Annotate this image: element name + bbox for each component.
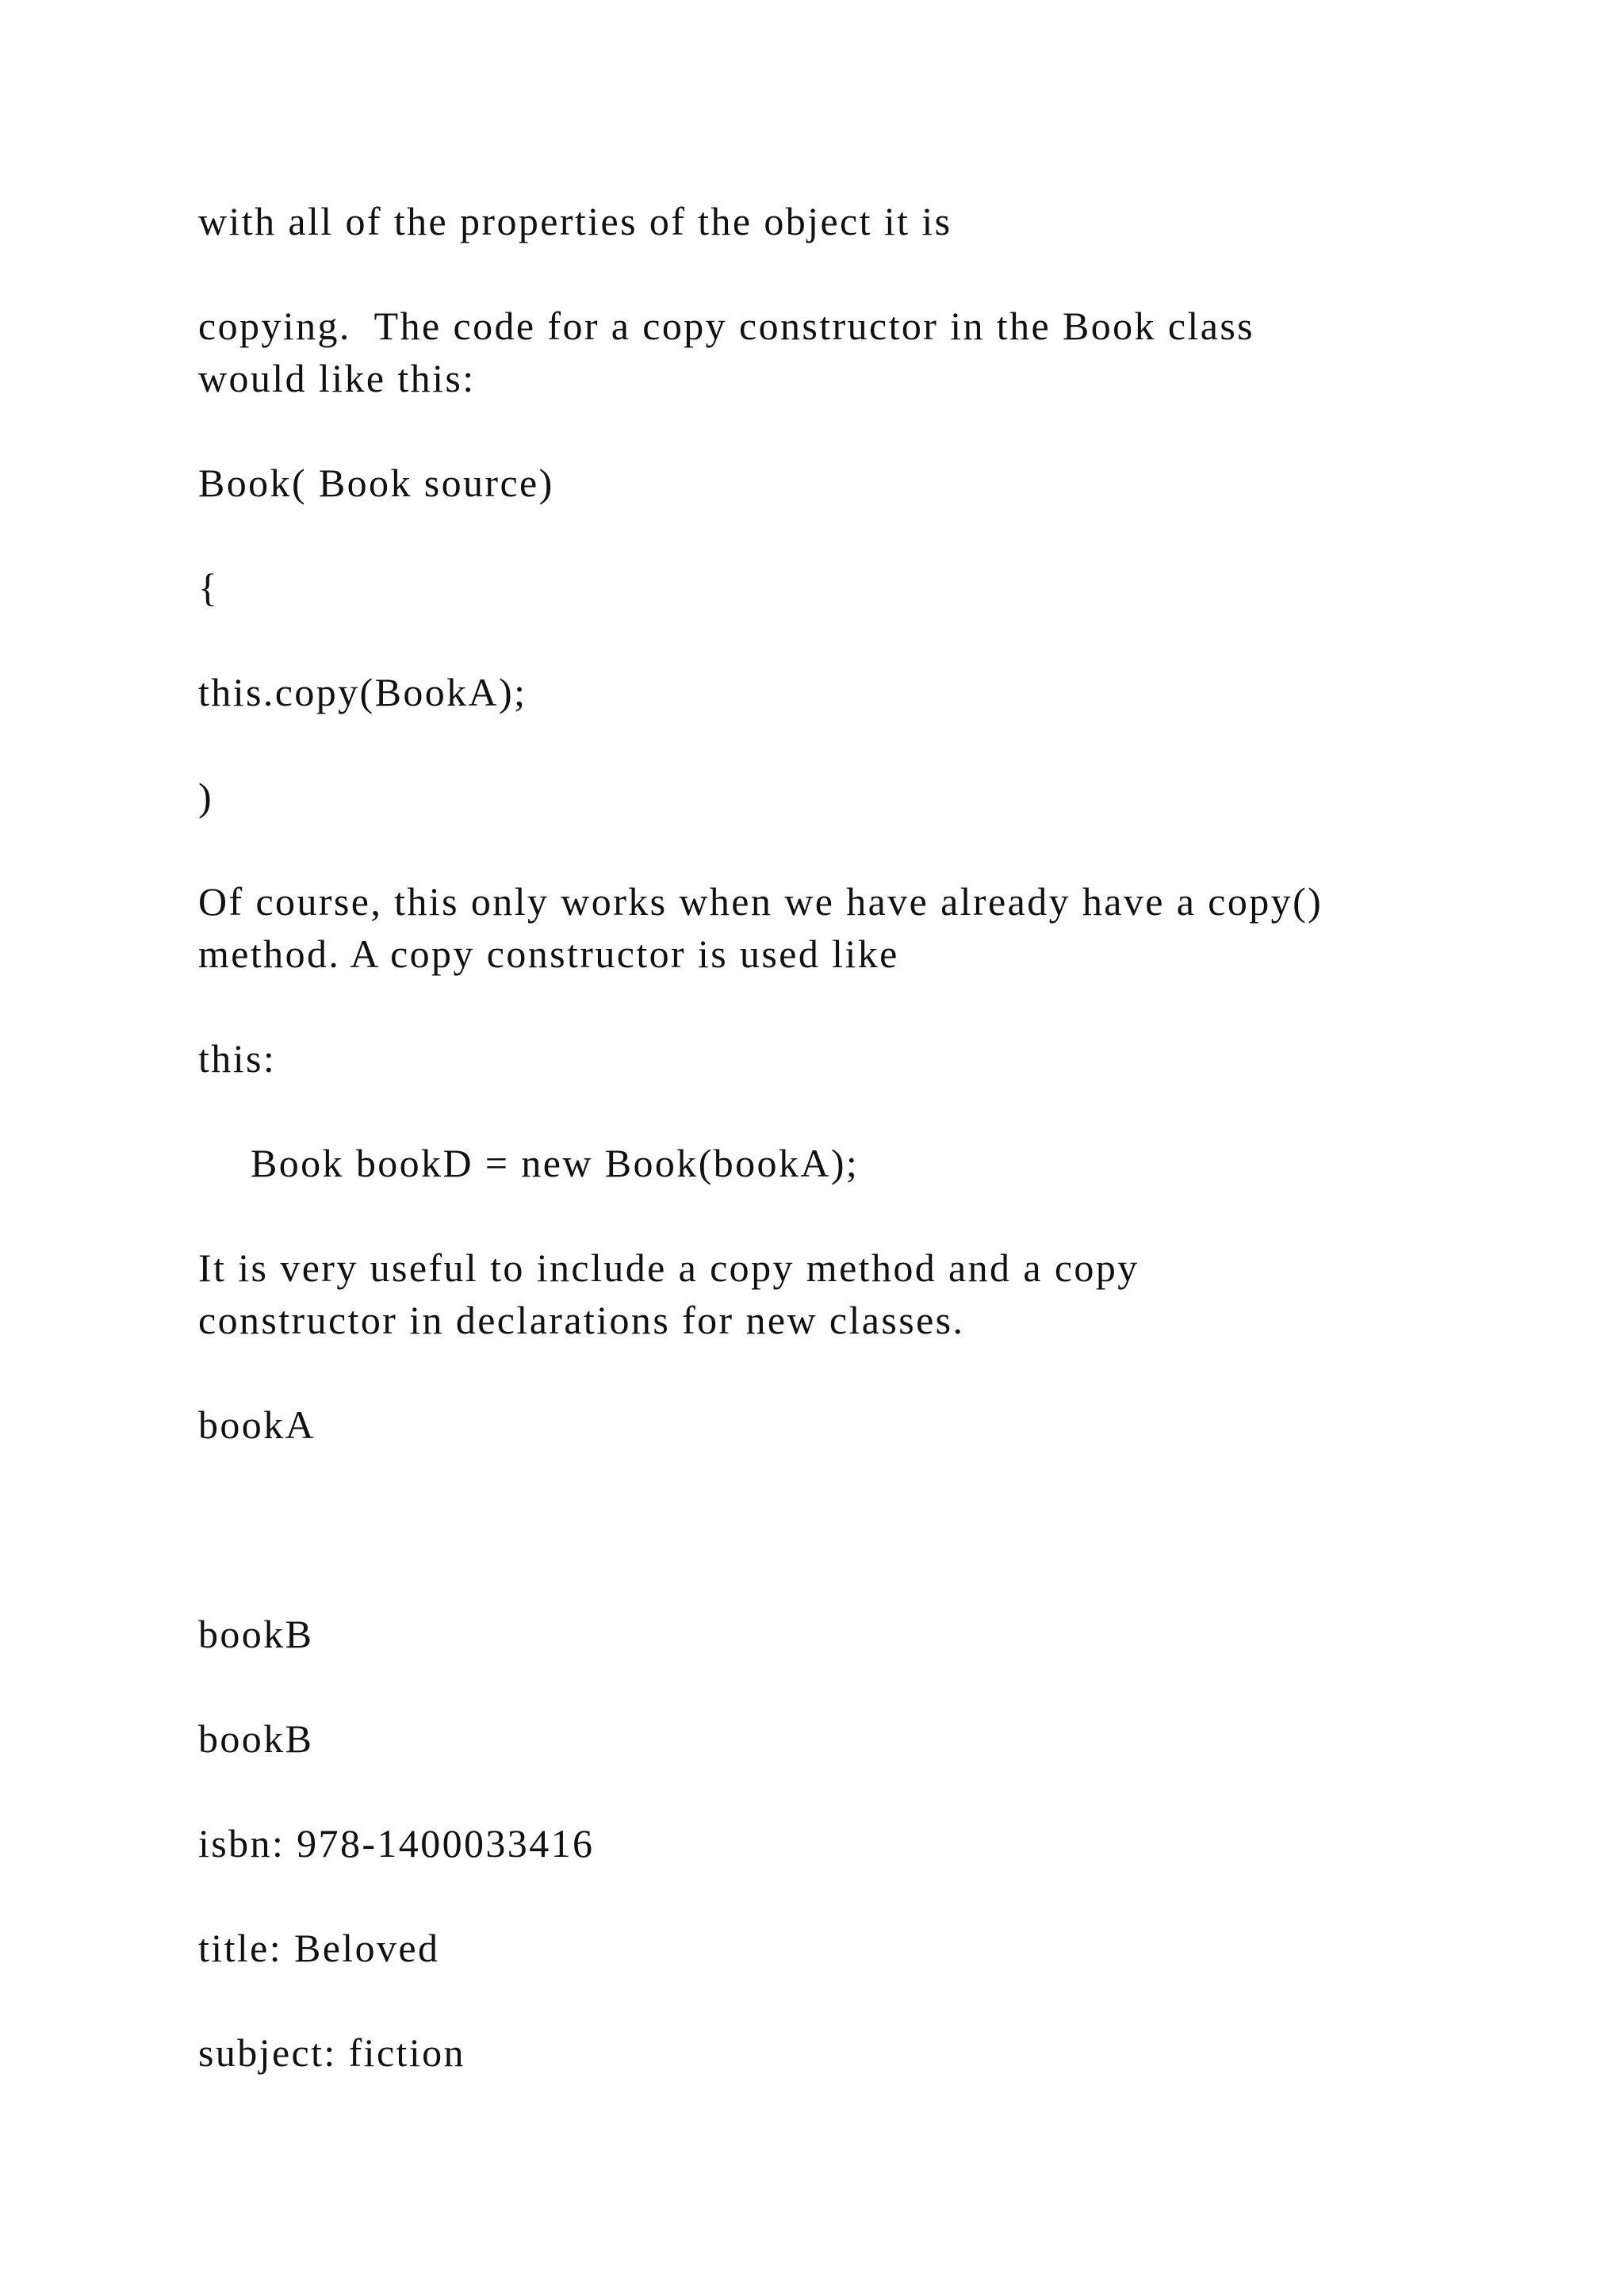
- code-line-bookd: Book bookD = new Book(bookA);: [251, 1141, 860, 1185]
- label-bookb-2: bookB: [198, 1716, 314, 1761]
- text-line-would-like: would like this:: [198, 356, 476, 400]
- code-line-copy-call: this.copy(BookA);: [198, 670, 527, 714]
- field-subject: subject: fiction: [198, 2030, 465, 2075]
- text-line-copying: copying. The code for a copy constructor in the Book class: [198, 304, 1255, 348]
- text-line-this: this:: [198, 1036, 277, 1081]
- code-line-close-paren: ): [198, 775, 214, 819]
- code-line-constructor-signature: Book( Book source): [198, 461, 554, 505]
- field-isbn: isbn: 978-1400033416: [198, 1821, 595, 1866]
- label-booka: bookA: [198, 1402, 316, 1447]
- text-line-declarations: constructor in declarations for new classes.: [198, 1298, 965, 1342]
- text-line-method-used: method. A copy constructor is used like: [198, 932, 899, 976]
- label-bookb-1: bookB: [198, 1612, 314, 1656]
- text-line-very-useful: It is very useful to include a copy method and a copy: [198, 1246, 1139, 1290]
- text-line-properties: with all of the properties of the object it is: [198, 199, 952, 243]
- code-line-open-brace: {: [198, 565, 220, 610]
- field-title: title: Beloved: [198, 1926, 440, 1970]
- text-line-of-course: Of course, this only works when we have already have a copy(): [198, 879, 1323, 924]
